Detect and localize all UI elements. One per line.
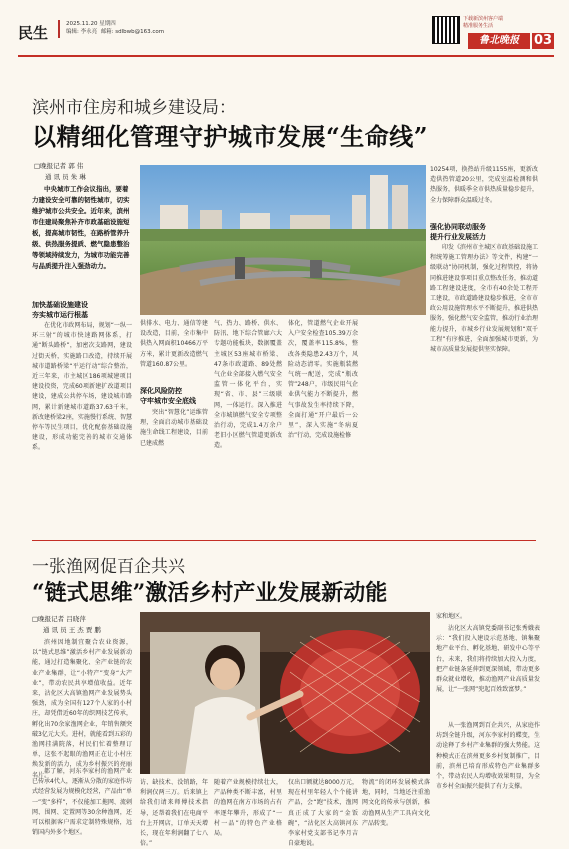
article2-col4b [140,830,141,831]
article1-subhead1 [32,300,132,320]
article2-col5b [142,830,143,831]
header-rule [18,55,554,57]
newspaper-logo: 鲁北晚报 [468,33,530,49]
article1-subhead2 [140,386,208,406]
article1-subhead1-line1: 加快基础设施建设 [32,301,88,309]
article1-subhead3-line1: 强化协同联动服务 [430,223,486,231]
article2-col1: 滨州因地制宜聚合农业资源，以“链式思维”激活乡村产业发展新动能，通过打造集聚化、全产业链的农业产业集群，让“小特产”变身“大产业”，带动农民共享增值收益。近年来，沾化区大高镇渔网产业发展势头强劲，成为全国有127个人家的小村庄，却凭借近60年的织网技艺传承，孵化出70余家渔网企业，年销售额突破3亿元大关。进村，就能看到五彩的渔网挂满院落，村民们忙着整理订单，这张不起眼的渔网正在让小村庄焕发新的活力，成为乡村振兴的亮丽名片。 [32,639,132,779]
fishing-net-photo [140,612,430,774]
qr-code-icon[interactable] [432,16,460,44]
article1-subhead3-line2: 提升行业发展活力 [430,233,486,241]
issue-date: 2025.11.20 星期四 [66,21,116,27]
app-promo [463,16,503,30]
article2-col6b: 沾化区大高镇党委副书记张秀娥表示：“我们投入建设示范基地、镇集聚地产业平台、孵化基地、研发中心等平台，未来，我们将持续加大投入力度，把产业链条延伸到更深领域，带动更多群众就业增收，推动渔网产业高质量发展，让“一张网”兜起百姓致富梦。” [436,625,540,694]
article2-col6: 家和地区。 [436,613,467,620]
article2-col3b-extra [144,830,145,831]
article2-col6c: 从一张渔网到百企共兴，从家庭作坊到全链升级，河东李家村的蝶变，生动诠释了乡村产业集群的强大势能。这种模式正在滨州更多乡村复制推广，目前，滨州已培育形成特色产业集群多个，带动农民人均增收效果明显，为全市乡村全面振兴提供了有力支撑。 [436,722,540,791]
article1-subhead1-line2: 夯实城市运行根基 [32,311,88,319]
article2-col2: 都了解，河东李家村的渔网产业已传承4代人，逐渐从分散的家庭作坊式经营发展为规模化经营，产品由“单一”变“多样”，不仅能加工拖网、流刺网、围网、定置网等30余种渔网，还可以根据客户需求定制特殊规格，远销国内外多个地区。 [32,768,132,837]
city-pipeline-photo-art [140,165,426,315]
article2-col4: 仅出口额就达8000万元，现在村里年轻人个个能讲产品，会“跑”技术，渔网真正成了大家的“金饭碗”，“沾化区大高镇河东李家村党支部书记李月吉自豪地说。 [288,779,358,848]
article2-subtitle: 一张渔网促百企共兴 [32,557,185,577]
article2-correspondent: 通 讯 员 王 杰 贾 鹏 [43,626,101,634]
page-number: 03 [533,33,553,48]
article1-col2b: 突出“智慧化”运维管理，全面启动城市基础设施生命线工程建设，目前已建成燃 [140,409,208,447]
section-name: 民生 [18,24,49,42]
app-promo-line1: 下载新滨州客户端 [463,16,504,22]
article1-title: 以精细化管理守护城市发展“生命线” [32,122,429,151]
article1-col3: 气、热力、路桥、供水、防汛、地下综合管廊六大专题功能板块，数据覆盖主城区53座城市桥梁、47条市政道路、89处燃气企业全部接入燃气安全监管一体化平台，实现“省、市、县”三级联网，一体运行。深入推进全市城镇燃气安全专项整治行动，完成1.4万余户老旧小区燃气管道更新改造。 [214,320,282,450]
article1-col1: 在优化市政网布局，规划“一纵一环三射”的城市快速路网体系，打通“断头路桥”，加密次支路网，建设过街天桥，实施路口改造，持续开展城市道路桥梁“平运行动”综合整治，近三年来，市主城区186项城建项目建设投资，完成60项新建扩改道项目建设，建成公共停车场，建设城市路网，累计新建城市道路37.63千米，新改建桥梁2座，实施慢行系统、智慧停车等民生项目，优化配套基础设施建设，形成功能完善的城市交通体系。 [32,322,132,452]
article1-subhead2-line2: 守牢城市安全底线 [140,397,196,405]
city-pipeline-photo [140,165,426,315]
article2-col3b: 随着产业规模持续壮大，产品种类不断丰富，村里的渔网在南方市场的占有率逐年攀升，形成了“一村一品”的特色产业格局。 [214,779,282,838]
article2-reporter: □晚报记者 吕晓萍 [32,615,86,623]
article1-byline [34,161,86,183]
editor: 编辑: 李永亮 [66,29,98,35]
app-promo-line2: 精准服务生活 [463,23,494,29]
article1-subtitle: 滨州市住房和城乡建设局： [32,98,236,118]
header-divider [58,20,60,38]
article1-col4: 体化，管道燃气企业开展入户安全检查105.39万余次，覆盖率115.8%，整改各类隐患2.43万个，风险动态清零。实施瓶装燃气统一配送，完成“瓶改管”248户，市级民用气企业供气能力不断提升，燃气事故发生率持续下降，全面打通“开户最后一公里”，深入实施“冬病夏治”行动，完成设施检修 [288,320,358,440]
article1-col5: 10254项，换热站升级1155座，更新改造供热管道20公里，完成室温检测和供热服务，供暖季全市供热质量稳步提升，全力保障群众温暖过冬。 [430,166,539,204]
article1-lead: 中央城市工作会议指出，要着力建设安全可靠的韧性城市，切实维护城市公共安全。近年来，滨州市住建局聚焦补齐市政基础设施短板，提高城市韧性，在路桥管养升级、供热服务提质、燃气隐患整治等领域持续发力，为城市功能完善与品质提升注入强劲动力。 [32,185,130,270]
fishing-net-photo-art [140,612,430,774]
article2-title: “链式思维”激活乡村产业发展新动能 [32,580,388,606]
article2-col3: 访、缺技术、没销路，年利润仅两三万。后来镇上给我们请来师傅技术指导，还帮着我们在电商平台上开网店，订单天天增长，现在年利润翻了七八倍。” [140,779,208,848]
article1-reporter: □晚报记者 郭 伟 [34,162,84,170]
article-divider [32,540,536,541]
header-meta [66,20,164,36]
article2-col5: 物流”的闭环发展模式落地，同时，当地还注重渔网文化的传承与创新，推动渔网从生产工具向文化产品转变。 [362,779,430,827]
article1-subhead3 [430,222,538,242]
email: 邮箱: sdlbwb@163.com [100,29,165,35]
article1-subhead2-line1: 深化风险防控 [140,387,182,395]
article2-byline [32,614,101,636]
article1-correspondent: 通 讯 员 朱 琳 [45,173,86,181]
article1-col5b: 印发《滨州市主城区市政基础设施工程统筹施工管理办法》等文件，构建“一级联动”协同机制，强化过程管控，将协同推进建设事项目重点整改任务，推动道路工程建设进度，全市有40余处工程开工建设，市政道路建设稳步推进，全市市政公用设施管理水平不断提升，推进供热服务，强化燃气安全监管，推动行业治理能力提升，市城乡行业发展规划和“双千工程”有序推进，全面加强城市更新，为城市高质量发展提供坚实保障。 [430,244,539,354]
article1-col2: 供排水、电力、通信等建设改造，目前，全市集中供热入网面积10466万平方米，累计更新改造燃气管道160.87公里。 [140,320,208,368]
